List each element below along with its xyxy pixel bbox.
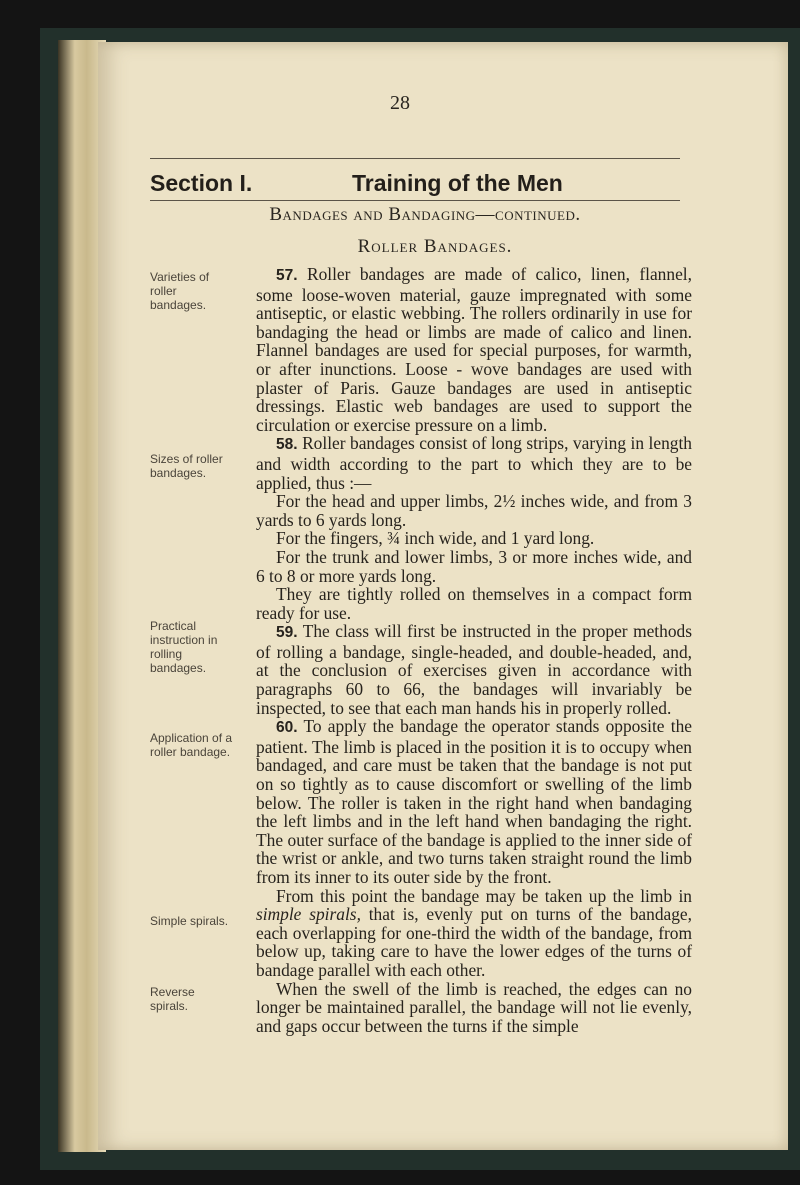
body-text (256, 265, 692, 1035)
rolled-note: They are tightly rolled on themselves in a compact form ready for use. (256, 584, 692, 623)
paragraph-60 (256, 717, 692, 886)
paragraph-58 (256, 434, 692, 492)
margin-note-application: Application of a roller bandage. (150, 731, 233, 759)
margin-note-reverse-spirals: Reverse spirals. (150, 985, 195, 1013)
paragraph-number: 59. (276, 624, 298, 642)
paragraph-text: The class will first be instructed in the proper methods of rolling a bandage, single-headed, and double-headed, and, at the conclusion of exercises given in accordance with paragraphs 60 to 66, the bandages will invariably be inspected, to see that each man hands his in properly rolled. (256, 621, 692, 718)
size-head-limbs: For the head and upper limbs, 2½ inches wide, and from 3 yards to 6 yards long. (256, 491, 692, 530)
size-fingers: For the fingers, ¾ inch wide, and 1 yard long. (276, 528, 595, 549)
paragraph-59 (256, 622, 692, 717)
chapter-heading: Bandages and Bandaging—continued. (269, 204, 581, 225)
top-rule (150, 158, 680, 159)
running-title: Training of the Men (352, 170, 563, 196)
margin-note-practical: Practical instruction in rolling bandages. (150, 619, 218, 675)
header-rule (150, 200, 680, 201)
emphasis-simple-spirals: simple spirals, (256, 904, 361, 925)
paragraph-text: Roller bandages consist of long strips, varying in length and width according to the part to which they are to be applied, thus :— (256, 433, 692, 493)
paragraph-number: 57. (276, 267, 298, 284)
margin-note-simple-spirals: Simple spirals. (150, 914, 229, 928)
subheading: Roller Bandages. (357, 236, 513, 257)
size-trunk: For the trunk and lower limbs, 3 or more inches wide, and 6 to 8 or more yards long. (256, 546, 692, 586)
margin-note-sizes: Sizes of roller bandages. (150, 452, 223, 480)
text-run: that is, evenly put on turns of the bandage, each overlapping for one-third the width of the bandage, from below up, taking care to have the lower edges of the turns of bandage parallel with each other. (256, 904, 692, 980)
text-run: From this point the bandage may be taken up the limb in (276, 885, 692, 906)
reverse-spirals-paragraph: When the swell of the limb is reached, the edges can no longer be maintained parallel, the bandage will not lie evenly, and gaps occur between the turns if the simple (256, 978, 692, 1036)
paragraph-text: Roller bandages are made of calico, linen, flannel, some loose-woven material, gauze impregnated with some antiseptic, or elastic webbing. The rollers ordinarily in use for bandaging the head or limbs are made of calico and linen. Flannel bandages are used for special purposes, for warmth, or after inunctions. Loose - wove bandages are used with plaster of Paris. Gauze bandages are used in antiseptic dressings. Elastic web bandages are used to support the circulation or exercise pressure on a limb. (256, 264, 692, 435)
paragraph-number: 60. (276, 719, 298, 737)
paragraph-number: 58. (276, 436, 298, 454)
paragraph-text: To apply the bandage the operator stands opposite the patient. The limb is placed in the position it is to occupy when bandaged, and care must be taken that the bandage is not put on so tightly as to cause discomfort or swelling of the limb below. The roller is taken in the right hand when bandaging the left limbs and in the left hand when bandaging the right. The outer surface of the bandage is applied to the inner side of the wrist or ankle, and two turns taken straight round the limb from its inner to its outer side by the front. (256, 716, 692, 887)
section-label: Section I. (150, 170, 253, 196)
page-number: 28 (390, 92, 410, 114)
margin-note-varieties: Varieties of roller bandages. (150, 270, 210, 312)
simple-spirals-paragraph (256, 887, 692, 980)
paragraph-57 (256, 265, 692, 434)
